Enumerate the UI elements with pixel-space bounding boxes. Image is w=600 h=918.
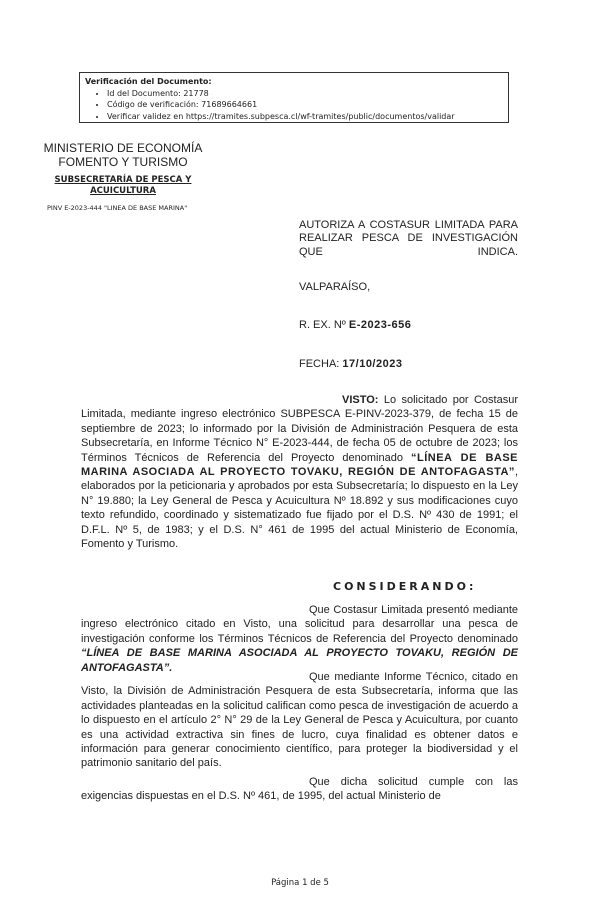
rex-number: E-2023-656 [348, 319, 412, 331]
verification-url[interactable]: • Verificar validez en https://tramites.subpesca.cl/wf-tramites/public/documentos/validar [107, 111, 508, 123]
visto-text2: , elaborados por la peticionaria y aprobados por esta Subsecretaría; lo dispuesto en la Ley N° 19.880; la Ley General de Pesca y Acuicultura Nº 18.892 y sus modificaciones cuyo texto refundido, coordinado y sistematizado fue fijado por el D.S. Nº 430 de 1991; el D.F.L. Nº 5, de 1983; y el D.S. N° 461 de 1995 del actual Ministerio de Economía, Fomento y Turismo. [81, 466, 518, 551]
verification-title: Verificación del Documento: [85, 77, 212, 86]
verification-id: • Id del Documento: 21778 [107, 88, 508, 100]
visto-text1: Lo solicitado por Costasur Limitada, mediante ingreso electrónico SUBPESCA E-PINV-2023-379, de fecha 15 de septiembre de 2023; lo informado por la División de Administración Pesquera de esta Subsecretaría, en Informe Técnico N° E-2023-444, de fecha 05 de octubre de 2023; los Términos Técnicos de Referencia del Proyecto denominado [81, 394, 518, 464]
rex-label: R. EX. Nº [299, 319, 346, 331]
ministry-line2: FOMENTO Y TURISMO [58, 155, 188, 169]
considerando-paragraph-1 [81, 603, 518, 675]
date-value: 17/10/2023 [342, 358, 403, 370]
ministry-name [28, 141, 218, 169]
date-label: FECHA: [299, 358, 340, 370]
visto-project-name: “LÍNEA DE BASE MARINA ASOCIADA AL PROYECTO TOVAKU, REGIÓN DE ANTOFAGASTA” [81, 451, 519, 479]
considerando-paragraph-2: Que mediante Informe Técnico, citado en Visto, la División de Administración Pesquera de esta Subsecretaría, informa que las actividades planteadas en la solicitud califican como pesca de investigación de acuerdo a lo dispuesto en el artículo 2° N° 29 de la Ley General de Pesca y Acuicultura, por cuanto es una actividad extractiva sin fines de lucro, cuya finalidad es obtener datos e información para generar conocimiento científico, para proteger la biodiversidad y el patrimonio sanitario del país. [81, 671, 518, 770]
considerando-paragraph-3: Que dicha solicitud cumple con las exigencias dispuestas en el D.S. Nº 461, de 1995, del actual Ministerio de [81, 776, 518, 803]
visto-paragraph [81, 393, 518, 551]
resolution-number [299, 318, 411, 332]
resolution-date [299, 357, 402, 371]
place-label: VALPARAÍSO, [299, 281, 371, 293]
considerando-p1-text: Que Costasur Limitada presentó mediante ingreso electrónico citado en Visto, una solicitud para desarrollar una pesca de investigación conforme los Términos Técnicos de Referencia del Proyecto denominado [81, 604, 518, 645]
document-reference: PINV E-2023-444 "LINEA DE BASE MARINA" [47, 204, 188, 212]
considerando-heading: CONSIDERANDO: [333, 580, 477, 593]
verification-code: • Código de verificación: 71689664661 [107, 99, 508, 111]
page-number: Página 1 de 5 [271, 878, 329, 888]
visto-label: VISTO: [342, 394, 379, 406]
considerando-p1-project: “LÍNEA DE BASE MARINA ASOCIADA AL PROYECTO TOVAKU, REGIÓN DE ANTOFAGASTA”. [81, 647, 518, 674]
resolution-subject: AUTORIZA A COSTASUR LIMITADA PARA REALIZAR PESCA DE INVESTIGACIÓN QUE INDICA. [299, 219, 518, 258]
ministry-line1: MINISTERIO DE ECONOMÍA [43, 141, 203, 155]
verification-box [79, 72, 509, 123]
subsecretaria-name: SUBSECRETARÍA DE PESCA Y ACUICULTURA [54, 175, 192, 196]
verification-list [85, 88, 508, 123]
